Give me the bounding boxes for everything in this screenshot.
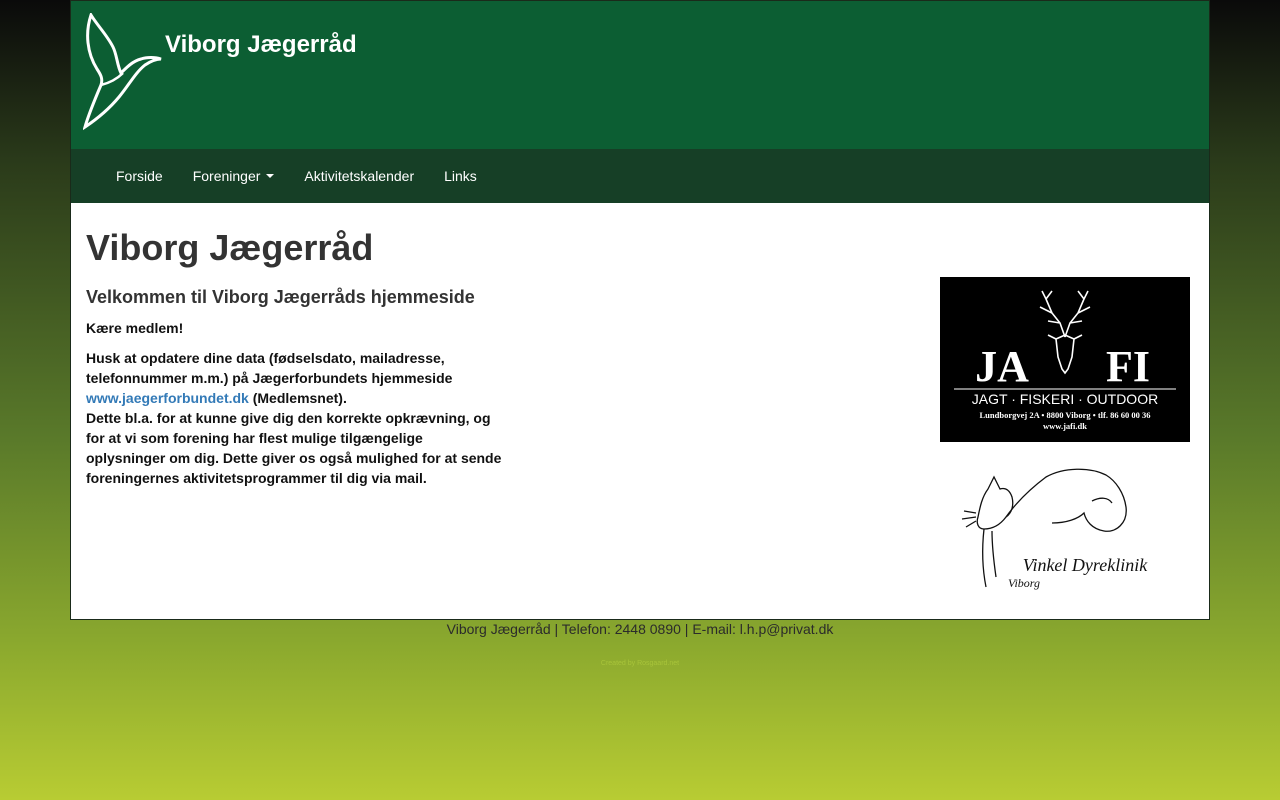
jafi-logo-left: JA bbox=[975, 342, 1029, 391]
update-info-text bbox=[86, 348, 506, 488]
nav-item-foreninger[interactable] bbox=[178, 149, 290, 203]
nav-item-forside[interactable] bbox=[101, 149, 178, 203]
jafi-logo-right: FI bbox=[1106, 342, 1150, 391]
nav-label: Forside bbox=[116, 168, 163, 184]
jaegerforbundet-link[interactable]: www.jaegerforbundet.dk bbox=[86, 390, 249, 406]
jafi-banner[interactable] bbox=[940, 277, 1190, 442]
vinkel-name: Vinkel Dyreklinik bbox=[1022, 555, 1148, 575]
nav-label: Aktivitetskalender bbox=[304, 168, 415, 184]
nav-label: Links bbox=[444, 168, 477, 184]
sponsor-sidebar bbox=[940, 277, 1190, 602]
vinkel-dyreklinik-banner[interactable] bbox=[940, 467, 1190, 597]
greeting-text: Kære medlem! bbox=[86, 320, 184, 336]
jafi-web: www.jafi.dk bbox=[1043, 421, 1087, 431]
page-title: Viborg Jægerråd bbox=[86, 227, 374, 268]
page-container bbox=[70, 0, 1210, 620]
article bbox=[86, 287, 506, 498]
nav-item-aktivitetskalender[interactable] bbox=[289, 149, 429, 203]
caret-down-icon bbox=[266, 174, 274, 178]
vinkel-city: Viborg bbox=[1008, 576, 1040, 590]
jafi-address: Lundborgvej 2A • 8800 Viborg • tlf. 86 60 00 36 bbox=[979, 410, 1151, 420]
main-content bbox=[71, 203, 1209, 619]
site-header bbox=[71, 1, 1209, 149]
nav-item-links[interactable] bbox=[429, 149, 492, 203]
footer-contact: Viborg Jægerråd | Telefon: 2448 0890 | E-mail: l.h.p@privat.dk bbox=[446, 621, 834, 637]
update-text-part1: Husk at opdatere dine data (fødselsdato, mailadresse, telefonnummer m.m.) på Jægerforbundets hjemmeside bbox=[86, 350, 453, 386]
footer-credit[interactable]: Created by Rosgaard.net bbox=[600, 660, 680, 667]
bird-logo-icon[interactable] bbox=[83, 13, 163, 131]
nav-label: Foreninger bbox=[192, 168, 261, 184]
update-text-part2: (Medlemsnet). bbox=[252, 390, 347, 406]
main-navigation bbox=[71, 149, 1209, 203]
site-title[interactable]: Viborg Jægerråd bbox=[165, 31, 357, 58]
welcome-heading: Velkommen til Viborg Jægerråds hjemmeside bbox=[86, 287, 475, 307]
update-text-part3: Dette bl.a. for at kunne give dig den korrekte opkrævning, og for at vi som forening har flest mulige tilgængelige oplysninger om dig. Dette giver os også mulighed for at sende foreningernes aktivitetsprogrammer til dig via mail. bbox=[86, 410, 502, 486]
jafi-tagline: JAGT · FISKERI · OUTDOOR bbox=[971, 391, 1159, 407]
